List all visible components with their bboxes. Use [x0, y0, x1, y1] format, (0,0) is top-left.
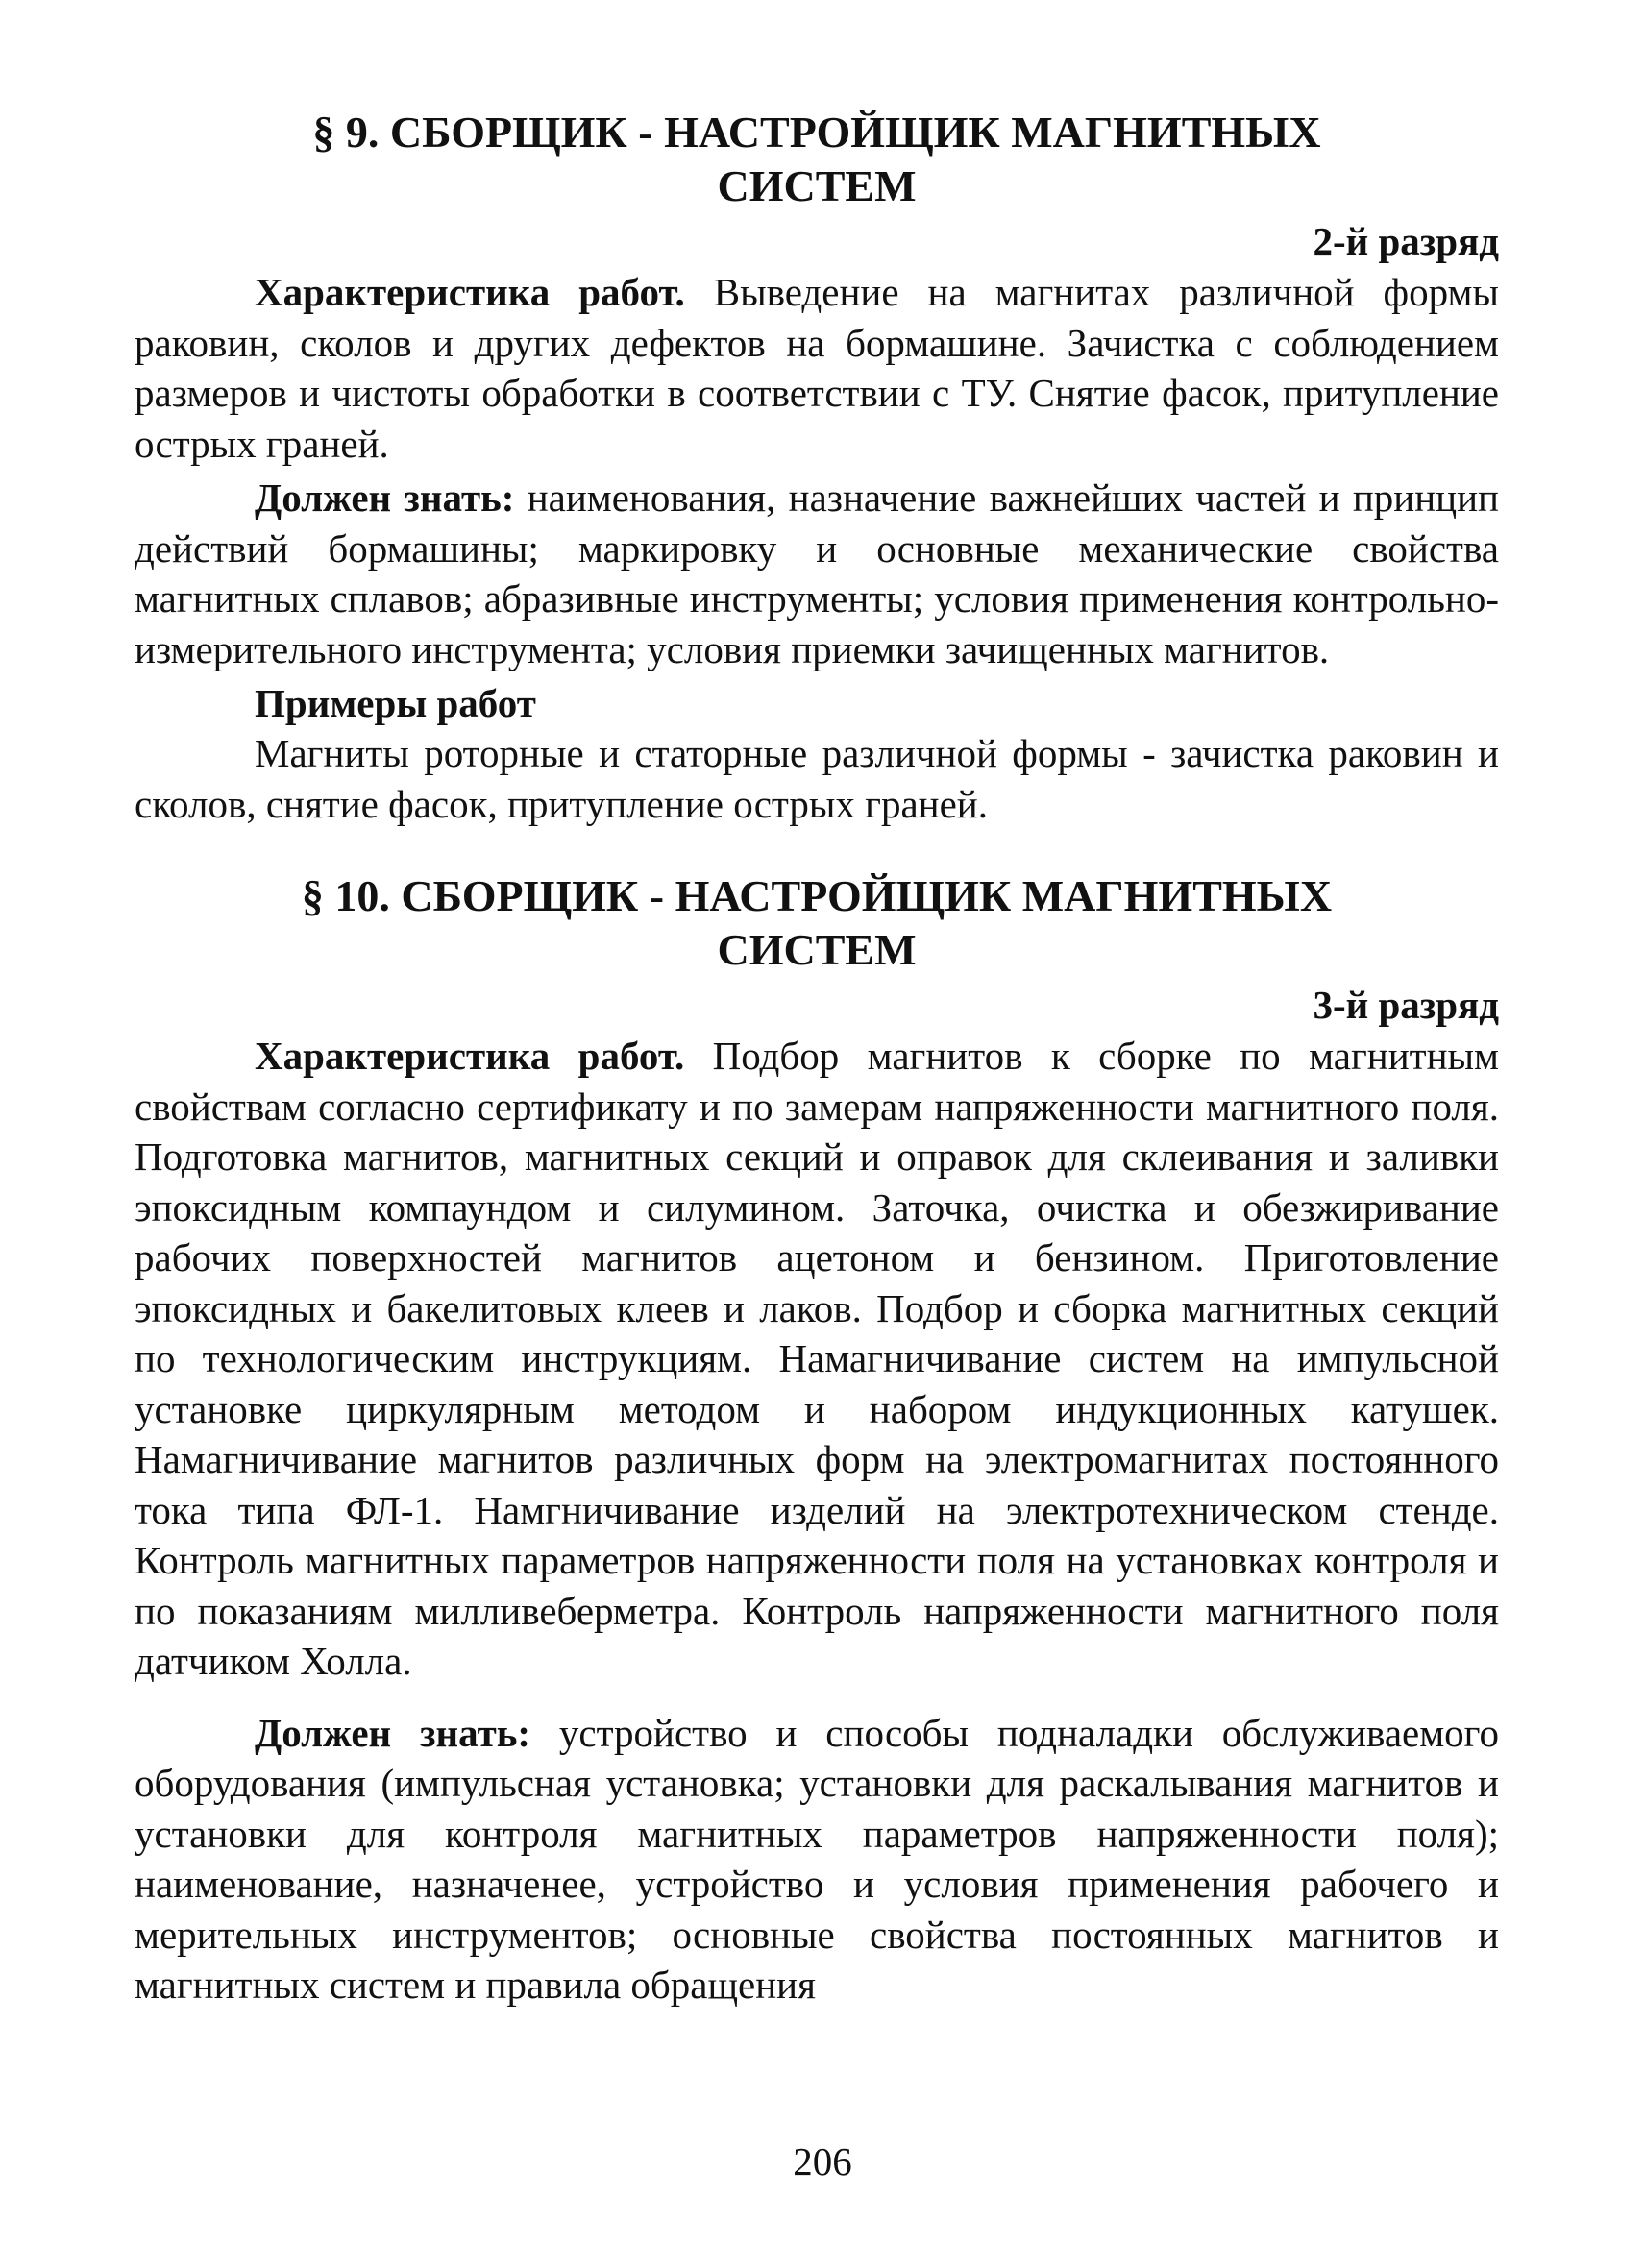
section-9-title-line1: § 9. СБОРЩИК - НАСТРОЙЩИК МАГНИТНЫХ — [312, 108, 1321, 157]
section-10-characteristics-text: Подбор магнитов к сборке по магнитным свойствам согласно сертификату и по замерам напряженности магнитного поля. Подготовка магнитов, магнитных секций и оправок для склеивания и заливки эпоксидным компаундом и силумином. Заточка, очистка и обезжиривание рабочих поверхностей магнитов ацетоном и бензином. Приготовление эпоксидных и бакелитовых клеев и лаков. Подбор и сборка магнитных секций по технологическим инструкциям. Намагничивание систем на импульсной установке циркулярным методом и набором индукционных катушек. Намагничивание магнитов различных форм на электромагнитах постоянного тока типа ФЛ-1. Намгничивание изделий на электротехническом стенде. Контроль магнитных параметров напряженности поля на установках контроля и по показаниям милливеберметра. Контроль напряженности магнитного поля датчиком Холла. — [135, 1034, 1500, 1683]
page-number: 206 — [793, 2139, 852, 2183]
page-content — [135, 106, 1499, 2014]
section-9-examples-heading: Примеры работ — [255, 681, 536, 725]
section-9-title-line2: СИСТЕМ — [717, 161, 917, 210]
section-10-title-line1: § 10. СБОРЩИК - НАСТРОЙЩИК МАГНИТНЫХ — [301, 871, 1333, 920]
paragraph-gap — [135, 1691, 1499, 1708]
section-10-characteristics-label: Характеристика работ. — [255, 1034, 685, 1078]
section-10-knowledge-text: устройство и способы подналадки обслуживаемого оборудования (импульсная установка; установки для раскалывания магнитов и установки для контроля магнитных параметров напряженности поля); наименование, назначенее, устройство и условия применения рабочего и мерительных инструментов; основные свойства постоянных магнитов и магнитных систем и правила обращения — [135, 1710, 1499, 2007]
section-10-knowledge — [135, 1708, 1499, 2011]
section-10-title-line2: СИСТЕМ — [717, 925, 917, 974]
section-10 — [135, 869, 1499, 2011]
section-10-characteristics — [135, 1031, 1499, 1687]
section-9-characteristics-text: Выведение на магнитах различной формы раковин, сколов и других дефектов на бормашине. Зачистка с соблюдением размеров и чистоты обработки в соответствии с ТУ. Снятие фасок, притупление острых граней. — [135, 270, 1499, 466]
section-9-characteristics-label: Характеристика работ. — [255, 270, 685, 314]
section-9-knowledge-label: Должен знать: — [255, 476, 515, 520]
section-9-grade: 2-й разряд — [1313, 219, 1499, 263]
section-9-knowledge-text: наименования, назначение важнейших частей и принцип действий бормашины; маркировку и основные механические свойства магнитных сплавов; абразивные инструменты; условия применения контрольно-измерительного инструмента; условия приемки зачищенных магнитов. — [135, 476, 1499, 671]
section-9 — [135, 106, 1499, 829]
section-9-knowledge — [135, 473, 1499, 674]
section-10-knowledge-label: Должен знать: — [255, 1710, 531, 1755]
section-10-grade: 3-й разряд — [1313, 983, 1499, 1027]
section-gap — [135, 833, 1499, 869]
section-9-examples-text: Магниты роторные и статорные различной формы - зачистка раковин и сколов, снятие фасок, притупление острых граней. — [135, 731, 1499, 826]
section-9-characteristics — [135, 267, 1499, 469]
